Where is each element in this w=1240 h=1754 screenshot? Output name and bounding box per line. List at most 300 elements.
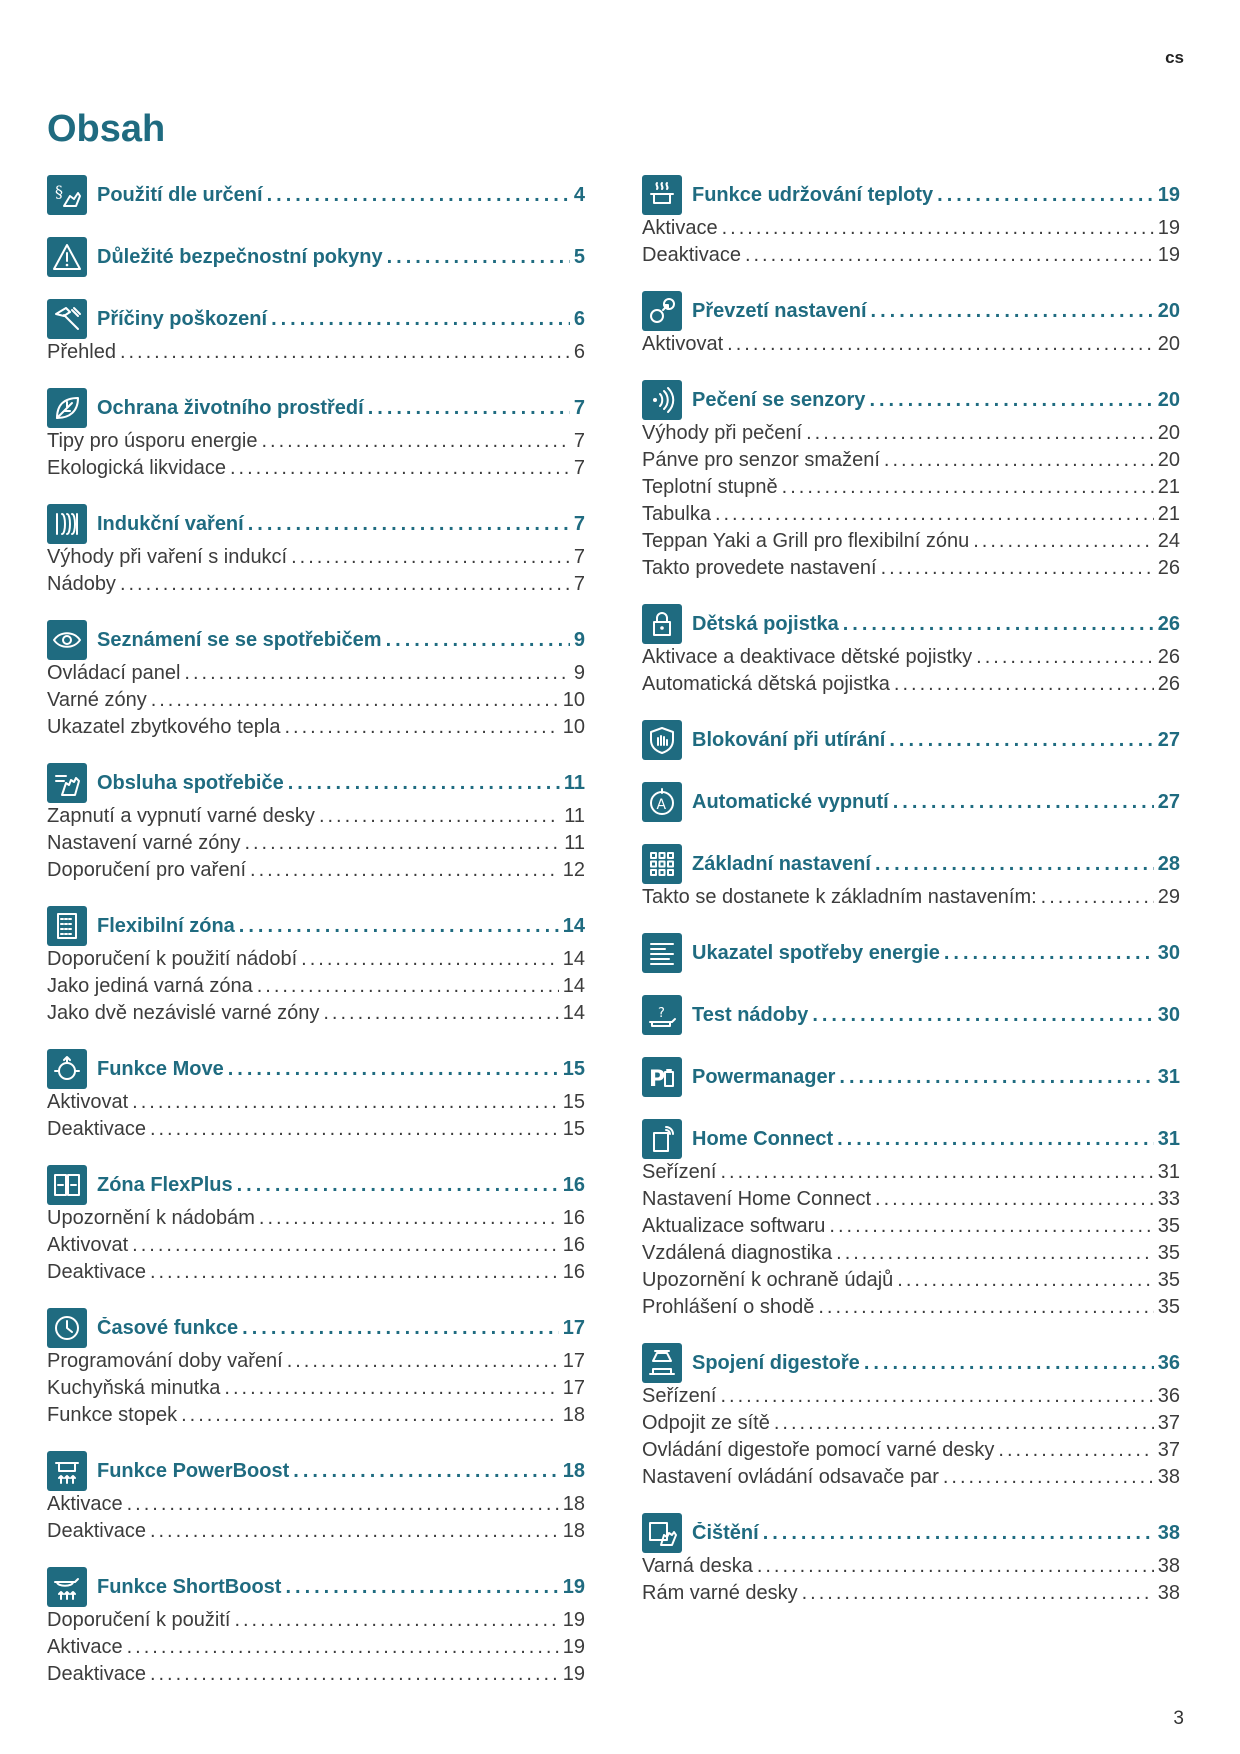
toc-section-heading-link[interactable]	[692, 1066, 1180, 1089]
toc-entry-link[interactable]	[642, 673, 1180, 700]
toc-entry-label: Rám varné desky	[642, 1582, 798, 1604]
toc-entry-page: 15	[562, 1091, 585, 1113]
flex-zone-icon	[47, 906, 87, 946]
toc-section-header	[47, 386, 585, 430]
toc-entry-page: 17	[562, 1377, 585, 1399]
toc-entry-page: 35	[1157, 1269, 1180, 1291]
toc-entry-page: 7	[573, 573, 585, 595]
dot-leader	[943, 1466, 1154, 1489]
dot-leader	[722, 217, 1154, 240]
toc-entry-link[interactable]	[642, 1466, 1180, 1493]
toc-entry-link[interactable]	[47, 1091, 585, 1118]
toc-entry-link[interactable]	[47, 975, 585, 1002]
toc-section-page: 27	[1157, 728, 1180, 751]
toc-section	[47, 502, 585, 600]
toc-section-title: Indukční vaření	[97, 512, 244, 535]
dot-leader	[937, 184, 1154, 207]
dot-leader	[368, 397, 570, 420]
dot-leader	[1041, 886, 1154, 909]
toc-section-page: 28	[1157, 852, 1180, 875]
transfer-settings-icon	[642, 291, 682, 331]
toc-section	[47, 1163, 585, 1288]
toc-entry-link[interactable]	[47, 832, 585, 859]
dot-leader	[150, 1520, 559, 1543]
toc-section	[47, 235, 585, 279]
toc-section	[642, 718, 1180, 762]
toc-entry-link[interactable]	[47, 457, 585, 484]
dot-leader	[228, 1058, 559, 1081]
toc-entry-link[interactable]	[642, 503, 1180, 530]
dot-leader	[224, 1377, 558, 1400]
toc-section	[642, 378, 1180, 584]
toc-entry-link[interactable]	[47, 573, 585, 600]
toc-section-page: 16	[562, 1173, 585, 1196]
toc-entry-page: 10	[562, 689, 585, 711]
toc-entry-label: Aktivovat	[642, 333, 724, 355]
toc-section-page: 5	[573, 245, 585, 268]
svg-text:§: §	[55, 182, 63, 201]
toc-entry-link[interactable]	[47, 1493, 585, 1520]
toc-section	[642, 780, 1180, 824]
toc-entry-label: Doporučení pro vaření	[47, 859, 247, 881]
toc-section-heading-link[interactable]	[97, 1058, 585, 1081]
toc-entry-link[interactable]	[642, 449, 1180, 476]
toc-section-heading-link[interactable]	[692, 1004, 1180, 1027]
toc-entry-link[interactable]	[642, 557, 1180, 584]
page-title: Obsah	[47, 108, 166, 150]
toc-section-title: Dětská pojistka	[692, 612, 839, 635]
toc-section	[642, 1341, 1180, 1493]
dot-leader	[291, 546, 570, 569]
dot-leader	[267, 184, 570, 207]
dot-leader	[871, 300, 1154, 323]
toc-section-title: Blokování při utírání	[692, 728, 886, 751]
toc-section	[47, 1565, 585, 1690]
toc-entry-link[interactable]	[642, 1161, 1180, 1188]
dot-leader	[763, 1522, 1154, 1545]
toc-section-heading-link[interactable]	[97, 184, 585, 207]
toc-entry-page: 37	[1157, 1439, 1180, 1461]
dot-leader	[288, 772, 560, 795]
toc-section	[47, 1449, 585, 1547]
toc-entry-link[interactable]	[642, 1296, 1180, 1323]
toc-section-heading-link[interactable]	[692, 791, 1180, 814]
toc-section	[642, 993, 1180, 1037]
toc-entry-page: 6	[573, 341, 585, 363]
toc-entry-link[interactable]	[642, 217, 1180, 244]
toc-section-heading-link[interactable]	[97, 1576, 585, 1599]
toc-entry-link[interactable]	[642, 1412, 1180, 1439]
dot-leader	[127, 1493, 559, 1516]
dot-leader	[889, 729, 1153, 752]
toc-entry-link[interactable]	[642, 646, 1180, 673]
toc-entry-label: Vzdálená diagnostika	[642, 1242, 833, 1264]
toc-section-header	[642, 780, 1180, 824]
hand-operating-icon	[47, 763, 87, 803]
toc-entry-link[interactable]	[47, 662, 585, 689]
toc-entry-link[interactable]	[47, 1404, 585, 1431]
toc-section-page: 27	[1157, 790, 1180, 813]
svg-text:?: ?	[658, 1006, 665, 1021]
dot-leader	[818, 1296, 1153, 1319]
toc-entry-page: 19	[562, 1636, 585, 1658]
toc-entry-label: Aktivovat	[47, 1091, 129, 1113]
toc-section-header	[642, 1117, 1180, 1161]
toc-entry-link[interactable]	[47, 1609, 585, 1636]
toc-entry-page: 17	[562, 1350, 585, 1372]
toc-entry-link[interactable]	[47, 430, 585, 457]
toc-section	[47, 618, 585, 743]
toc-section	[642, 931, 1180, 975]
pot-boost-icon	[47, 1451, 87, 1491]
toc-section-page: 17	[562, 1316, 585, 1339]
toc-section	[47, 173, 585, 217]
toc-entry-label: Tipy pro úsporu energie	[47, 430, 258, 452]
dot-leader	[976, 646, 1154, 669]
toc-entry-label: Automatická dětská pojistka	[642, 673, 890, 695]
toc-entry-label: Teppan Yaki a Grill pro flexibilní zónu	[642, 530, 970, 552]
toc-section-page: 4	[573, 183, 585, 206]
toc-section	[642, 1511, 1180, 1609]
dot-leader	[250, 859, 559, 882]
svg-text:A: A	[656, 797, 667, 813]
dot-leader	[839, 1066, 1153, 1089]
dot-leader	[802, 1582, 1154, 1605]
toc-entry-link[interactable]	[47, 689, 585, 716]
toc-section-title: Automatické vypnutí	[692, 790, 889, 813]
toc-entry-link[interactable]	[47, 341, 585, 368]
toc-section-title: Seznámení se se spotřebičem	[97, 628, 382, 651]
toc-entry-label: Aktivace	[47, 1636, 123, 1658]
toc-entry-page: 26	[1157, 557, 1180, 579]
dot-leader	[181, 1404, 559, 1427]
toc-section-title: Funkce udržování teploty	[692, 183, 934, 206]
toc-entry-link[interactable]	[642, 476, 1180, 503]
toc-section-title: Funkce Move	[97, 1057, 224, 1080]
toc-entry-link[interactable]	[47, 1207, 585, 1234]
toc-entry-label: Doporučení k použití nádobí	[47, 948, 298, 970]
toc-section-heading-link[interactable]	[97, 1174, 585, 1197]
toc-entry-label: Nastavení varné zóny	[47, 832, 241, 854]
dot-leader	[234, 1609, 558, 1632]
toc-entry-label: Aktivace a deaktivace dětské pojistky	[642, 646, 973, 668]
toc-section-page: 38	[1157, 1521, 1180, 1544]
toc-entry-page: 14	[562, 948, 585, 970]
toc-section-header	[47, 1565, 585, 1609]
toc-entry-label: Aktivovat	[47, 1234, 129, 1256]
toc-entry-page: 38	[1157, 1466, 1180, 1488]
toc-section-heading-link[interactable]	[692, 300, 1180, 323]
toc-section-title: Časové funkce	[97, 1316, 239, 1339]
toc-entry-link[interactable]	[642, 422, 1180, 449]
toc-entry-link[interactable]	[47, 1377, 585, 1404]
toc-section	[642, 1117, 1180, 1323]
flexplus-zone-icon	[47, 1165, 87, 1205]
dot-leader	[150, 1261, 559, 1284]
toc-section	[47, 1306, 585, 1431]
toc-section-heading-link[interactable]	[692, 184, 1180, 207]
toc-section-title: Převzetí nastavení	[692, 299, 867, 322]
dot-leader	[271, 308, 570, 331]
toc-section-page: 9	[573, 628, 585, 651]
toc-entry-label: Deaktivace	[47, 1663, 146, 1685]
dot-leader	[132, 1234, 559, 1257]
toc-section	[642, 173, 1180, 271]
toc-section-title: Pečení se senzory	[692, 388, 866, 411]
dot-leader	[881, 557, 1154, 580]
toc-entry-link[interactable]	[642, 244, 1180, 271]
toc-entry-label: Doporučení k použití	[47, 1609, 231, 1631]
dot-leader	[869, 389, 1153, 412]
toc-section-title: Test nádoby	[692, 1003, 809, 1026]
dot-leader	[884, 449, 1154, 472]
toc-entry-page: 20	[1157, 449, 1180, 471]
toc-section-header	[47, 235, 585, 279]
dot-leader	[745, 244, 1154, 267]
toc-entry-link[interactable]	[47, 716, 585, 743]
sensor-icon	[642, 380, 682, 420]
toc-section-heading-link[interactable]	[97, 397, 585, 420]
toc-entry-link[interactable]	[47, 1002, 585, 1029]
toc-section-header	[642, 718, 1180, 762]
toc-section-header	[642, 1055, 1180, 1099]
toc-section-header	[642, 993, 1180, 1037]
toc-entry-label: Seřízení	[642, 1161, 717, 1183]
toc-section-heading-link[interactable]	[97, 772, 585, 795]
toc-section-heading-link[interactable]	[97, 513, 585, 536]
dot-leader	[875, 1188, 1154, 1211]
toc-section-title: Čištění	[692, 1521, 759, 1544]
toc-section-heading-link[interactable]	[692, 729, 1180, 752]
dot-leader	[239, 915, 559, 938]
toc-entry-link[interactable]	[47, 859, 585, 886]
toc-entry-link[interactable]	[642, 886, 1180, 913]
toc-entry-link[interactable]	[47, 948, 585, 975]
warning-triangle-icon	[47, 237, 87, 277]
toc-section-page: 30	[1157, 1003, 1180, 1026]
toc-entry-page: 7	[573, 430, 585, 452]
dot-leader	[287, 1350, 559, 1373]
toc-entry-page: 21	[1157, 503, 1180, 525]
toc-entry-link[interactable]	[47, 1350, 585, 1377]
toc-entry-label: Nastavení ovládání odsavače par	[642, 1466, 939, 1488]
toc-entry-label: Tabulka	[642, 503, 711, 525]
dot-leader	[998, 1439, 1153, 1462]
dot-leader	[319, 805, 560, 828]
toc-entry-label: Varná deska	[642, 1555, 753, 1577]
toc-entry-page: 15	[562, 1118, 585, 1140]
toc-section-title: Obsluha spotřebiče	[97, 771, 284, 794]
dot-leader	[151, 689, 559, 712]
toc-entry-link[interactable]	[642, 1555, 1180, 1582]
toc-entry-label: Deaktivace	[47, 1118, 146, 1140]
dot-leader	[386, 629, 570, 652]
toc-section-heading-link[interactable]	[97, 915, 585, 938]
dot-leader	[127, 1636, 559, 1659]
toc-entry-link[interactable]	[47, 1234, 585, 1261]
toc-section-title: Důležité bezpečnostní pokyny	[97, 245, 383, 268]
toc-section-header	[47, 1306, 585, 1350]
toc-entry-link[interactable]	[47, 1663, 585, 1690]
dot-leader	[720, 1385, 1153, 1408]
toc-section-header	[47, 502, 585, 546]
toc-entry-label: Pánve pro senzor smažení	[642, 449, 880, 471]
powermanager-icon	[642, 1057, 682, 1097]
cleaning-icon	[642, 1513, 682, 1553]
toc-section-heading-link[interactable]	[97, 629, 585, 652]
induction-coil-icon	[47, 504, 87, 544]
toc-entry-label: Takto provedete nastavení	[642, 557, 877, 579]
toc-entry-page: 11	[564, 805, 585, 827]
toc-section-header	[47, 1047, 585, 1091]
toc-section-title: Zóna FlexPlus	[97, 1173, 233, 1196]
toc-section-header	[642, 842, 1180, 886]
toc-entry-page: 38	[1157, 1582, 1180, 1604]
toc-entry-page: 26	[1157, 646, 1180, 668]
toc-section	[642, 289, 1180, 360]
toc-entry-label: Aktualizace softwaru	[642, 1215, 826, 1237]
toc-section-title: Flexibilní zóna	[97, 914, 235, 937]
toc-entry-page: 18	[562, 1520, 585, 1542]
toc-entry-page: 24	[1157, 530, 1180, 552]
grid-settings-icon	[642, 844, 682, 884]
dot-leader	[301, 948, 559, 971]
toc-section-heading-link[interactable]	[692, 853, 1180, 876]
toc-entry-label: Aktivace	[47, 1493, 123, 1515]
toc-section	[47, 904, 585, 1029]
toc-entry-label: Aktivace	[642, 217, 718, 239]
toc-section-heading-link[interactable]	[97, 1460, 585, 1483]
dot-leader	[875, 853, 1154, 876]
toc-section	[642, 842, 1180, 913]
toc-section-page: 14	[562, 914, 585, 937]
toc-entry-link[interactable]	[47, 1261, 585, 1288]
toc-entry-label: Zapnutí a vypnutí varné desky	[47, 805, 315, 827]
toc-section-page: 19	[562, 1575, 585, 1598]
toc-section-title: Použití dle určení	[97, 183, 263, 206]
toc-entry-link[interactable]	[642, 1242, 1180, 1269]
toc-entry-label: Odpojit ze sítě	[642, 1412, 770, 1434]
toc-section-page: 18	[562, 1459, 585, 1482]
toc-entry-link[interactable]	[47, 546, 585, 573]
toc-section-heading-link[interactable]	[97, 308, 585, 331]
toc-section-heading-link[interactable]	[692, 942, 1180, 965]
toc-entry-label: Upozornění k nádobám	[47, 1207, 255, 1229]
toc-entry-page: 18	[562, 1404, 585, 1426]
toc-section-heading-link[interactable]	[692, 1352, 1180, 1375]
dot-leader	[184, 662, 569, 685]
toc-section-header	[47, 297, 585, 341]
toc-section-page: 20	[1157, 388, 1180, 411]
toc-section-title: Ukazatel spotřeby energie	[692, 941, 940, 964]
dot-leader	[285, 1576, 558, 1599]
toc-section	[642, 602, 1180, 700]
toc-entry-label: Deaktivace	[47, 1520, 146, 1542]
toc-section-page: 31	[1157, 1127, 1180, 1150]
toc-entry-page: 14	[562, 975, 585, 997]
toc-section-heading-link[interactable]	[692, 613, 1180, 636]
toc-section-header	[47, 1449, 585, 1493]
hammer-icon	[47, 299, 87, 339]
toc-entry-label: Varné zóny	[47, 689, 147, 711]
toc-entry-link[interactable]	[642, 1188, 1180, 1215]
dot-leader	[132, 1091, 559, 1114]
dot-leader	[237, 1174, 559, 1197]
leaf-icon	[47, 388, 87, 428]
energy-display-icon	[642, 933, 682, 973]
toc-section	[642, 1055, 1180, 1099]
toc-section-page: 30	[1157, 941, 1180, 964]
toc-entry-link[interactable]	[642, 333, 1180, 360]
toc-entry-link[interactable]	[47, 1520, 585, 1547]
cookware-test-icon	[642, 995, 682, 1035]
toc-section-heading-link[interactable]	[692, 389, 1180, 412]
toc-section-page: 11	[563, 771, 585, 794]
toc-entry-page: 35	[1157, 1215, 1180, 1237]
dot-leader	[244, 832, 560, 855]
toc-column-right	[642, 173, 1180, 1627]
toc-entry-label: Programování doby vaření	[47, 1350, 283, 1372]
toc-section	[47, 1047, 585, 1145]
toc-entry-link[interactable]	[642, 1385, 1180, 1412]
dot-leader	[323, 1002, 558, 1025]
toc-entry-link[interactable]	[47, 1636, 585, 1663]
dot-leader	[120, 341, 570, 364]
toc-entry-label: Ovládací panel	[47, 662, 181, 684]
toc-entry-link[interactable]	[642, 1582, 1180, 1609]
toc-section-heading-link[interactable]	[97, 1317, 585, 1340]
toc-entry-label: Seřízení	[642, 1385, 717, 1407]
toc-section-page: 36	[1157, 1351, 1180, 1374]
toc-entry-label: Funkce stopek	[47, 1404, 178, 1426]
eye-icon	[47, 620, 87, 660]
toc-entry-link[interactable]	[642, 1215, 1180, 1242]
toc-section-header	[47, 761, 585, 805]
toc-section-heading-link[interactable]	[692, 1128, 1180, 1151]
toc-entry-label: Výhody při pečení	[642, 422, 803, 444]
toc-entry-link[interactable]	[642, 1439, 1180, 1466]
toc-section-heading-link[interactable]	[97, 246, 585, 269]
dot-leader	[715, 503, 1154, 526]
toc-section-header	[642, 1341, 1180, 1385]
dot-leader	[262, 430, 570, 453]
hood-connect-icon	[642, 1343, 682, 1383]
toc-section-page: 19	[1157, 183, 1180, 206]
dot-leader	[120, 573, 570, 596]
toc-entry-link[interactable]	[47, 805, 585, 832]
dot-leader	[843, 613, 1154, 636]
toc-entry-link[interactable]	[642, 1269, 1180, 1296]
toc-entry-label: Deaktivace	[47, 1261, 146, 1283]
toc-section-title: Základní nastavení	[692, 852, 871, 875]
dot-leader	[257, 975, 559, 998]
toc-entry-link[interactable]	[642, 530, 1180, 557]
language-code: cs	[1165, 48, 1184, 67]
toc-entry-page: 19	[562, 1609, 585, 1631]
toc-entry-page: 26	[1157, 673, 1180, 695]
toc-entry-link[interactable]	[47, 1118, 585, 1145]
dot-leader	[293, 1460, 558, 1483]
home-connect-icon	[642, 1119, 682, 1159]
keep-warm-icon	[642, 175, 682, 215]
dot-leader	[242, 1317, 559, 1340]
toc-entry-label: Nastavení Home Connect	[642, 1188, 872, 1210]
dot-leader	[720, 1161, 1153, 1184]
toc-entry-page: 9	[573, 662, 585, 684]
toc-entry-label: Prohlášení o shodě	[642, 1296, 815, 1318]
toc-section-heading-link[interactable]	[692, 1522, 1180, 1545]
toc-entry-page: 16	[562, 1234, 585, 1256]
